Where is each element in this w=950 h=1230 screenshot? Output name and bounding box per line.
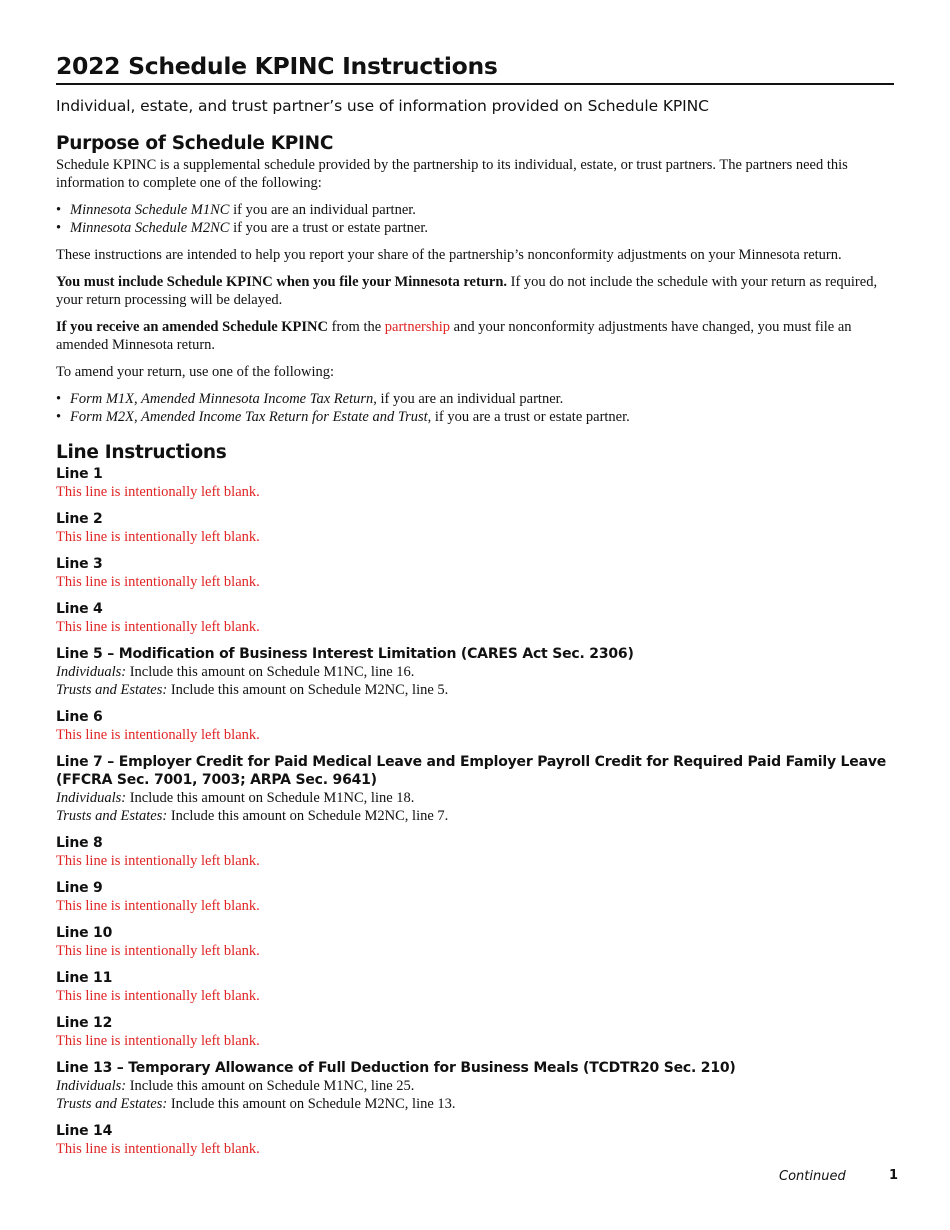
document-content — [56, 50, 894, 1158]
blank-note: This line is intentionally left blank. — [56, 898, 260, 914]
amend-bullet-list — [56, 390, 894, 426]
blank-note: This line is intentionally left blank. — [56, 484, 260, 500]
form-name: Form M1X, Amended Minnesota Income Tax Return — [70, 391, 374, 407]
blank-note: This line is intentionally left blank. — [56, 574, 260, 590]
line-title: Line 13 – Temporary Allowance of Full Deduction for Business Meals (TCDTR20 Sec. 210) — [56, 1060, 736, 1076]
intended-paragraph: These instructions are intended to help you report your share of the partnership’s nonconformity adjustments on your Minnesota return. — [56, 247, 842, 263]
line-block — [56, 879, 894, 915]
line-block — [56, 1059, 894, 1113]
line-title: Line 4 — [56, 601, 103, 617]
line-title: Line 14 — [56, 1123, 113, 1139]
line-title: Line 11 — [56, 970, 113, 986]
line-title: Line 10 — [56, 925, 113, 941]
line-title: Line 1 — [56, 466, 103, 482]
line-title: Line 8 — [56, 835, 103, 851]
form-name: Minnesota Schedule M2NC — [70, 220, 230, 236]
line-title: Line 9 — [56, 880, 103, 896]
list-item: • Form M2X, Amended Income Tax Return for Estate and Trust, if you are a trust or estate partner. — [56, 408, 894, 426]
trusts-instruction: Trusts and Estates: Include this amount on Schedule M2NC, line 7. — [56, 808, 449, 824]
list-item: • Minnesota Schedule M2NC if you are a trust or estate partner. — [56, 219, 894, 237]
blank-note: This line is intentionally left blank. — [56, 1141, 260, 1157]
line-block — [56, 753, 894, 825]
purpose-heading: Purpose of Schedule KPINC — [56, 133, 334, 154]
page-title: 2022 Schedule KPINC Instructions — [56, 50, 894, 85]
line-title: Line 6 — [56, 709, 103, 725]
line-title: Line 12 — [56, 1015, 113, 1031]
blank-note: This line is intentionally left blank. — [56, 853, 260, 869]
line-block — [56, 834, 894, 870]
blank-note: This line is intentionally left blank. — [56, 988, 260, 1004]
partnership-link[interactable]: partnership — [384, 319, 451, 335]
amended-paragraph: If you receive an amended Schedule KPINC from the partnership and your nonconformity adjustments have changed, you must file an amended Minnesota return. — [56, 319, 852, 353]
page-number: 1 — [889, 1168, 899, 1183]
list-item: • Form M1X, Amended Minnesota Income Tax Return, if you are an individual partner. — [56, 390, 894, 408]
line-block — [56, 924, 894, 960]
individuals-instruction: Individuals: Include this amount on Schedule M1NC, line 18. — [56, 790, 415, 806]
blank-note: This line is intentionally left blank. — [56, 619, 260, 635]
trusts-instruction: Trusts and Estates: Include this amount on Schedule M2NC, line 13. — [56, 1096, 456, 1112]
trusts-instruction: Trusts and Estates: Include this amount on Schedule M2NC, line 5. — [56, 682, 449, 698]
purpose-intro: Schedule KPINC is a supplemental schedule provided by the partnership to its individual, estate, or trust partners. The partners need this information to complete one of the following: — [56, 157, 848, 191]
line-block — [56, 555, 894, 591]
line-block — [56, 510, 894, 546]
line-block — [56, 465, 894, 501]
blank-note: This line is intentionally left blank. — [56, 943, 260, 959]
line-block — [56, 600, 894, 636]
blank-note: This line is intentionally left blank. — [56, 1033, 260, 1049]
line-instructions-heading: Line Instructions — [56, 442, 227, 463]
schedule-bullet-list — [56, 201, 894, 237]
line-block — [56, 1014, 894, 1050]
form-name: Form M2X, Amended Income Tax Return for Estate and Trust — [70, 409, 428, 425]
line-title: Line 3 — [56, 556, 103, 572]
line-block — [56, 969, 894, 1005]
form-name: Minnesota Schedule M1NC — [70, 202, 230, 218]
line-title: Line 7 – Employer Credit for Paid Medical Leave and Employer Payroll Credit for Required Paid Family Leave (FFCRA Sec. 7001, 7003; ARPA Sec. 9641) — [56, 754, 887, 788]
blank-note: This line is intentionally left blank. — [56, 727, 260, 743]
individuals-instruction: Individuals: Include this amount on Schedule M1NC, line 16. — [56, 664, 415, 680]
amend-intro: To amend your return, use one of the following: — [56, 364, 335, 380]
line-block — [56, 1122, 894, 1158]
page-subtitle: Individual, estate, and trust partner’s use of information provided on Schedule KPINC — [56, 97, 709, 115]
blank-note: This line is intentionally left blank. — [56, 529, 260, 545]
line-title: Line 2 — [56, 511, 103, 527]
must-include-paragraph: You must include Schedule KPINC when you file your Minnesota return. If you do not include the schedule with your return as required, your return processing will be delayed. — [56, 274, 878, 308]
line-block — [56, 645, 894, 699]
individuals-instruction: Individuals: Include this amount on Schedule M1NC, line 25. — [56, 1078, 415, 1094]
line-block — [56, 708, 894, 744]
continued-label: Continued — [779, 1169, 846, 1184]
list-item: • Minnesota Schedule M1NC if you are an individual partner. — [56, 201, 894, 219]
line-title: Line 5 – Modification of Business Interest Limitation (CARES Act Sec. 2306) — [56, 646, 634, 662]
